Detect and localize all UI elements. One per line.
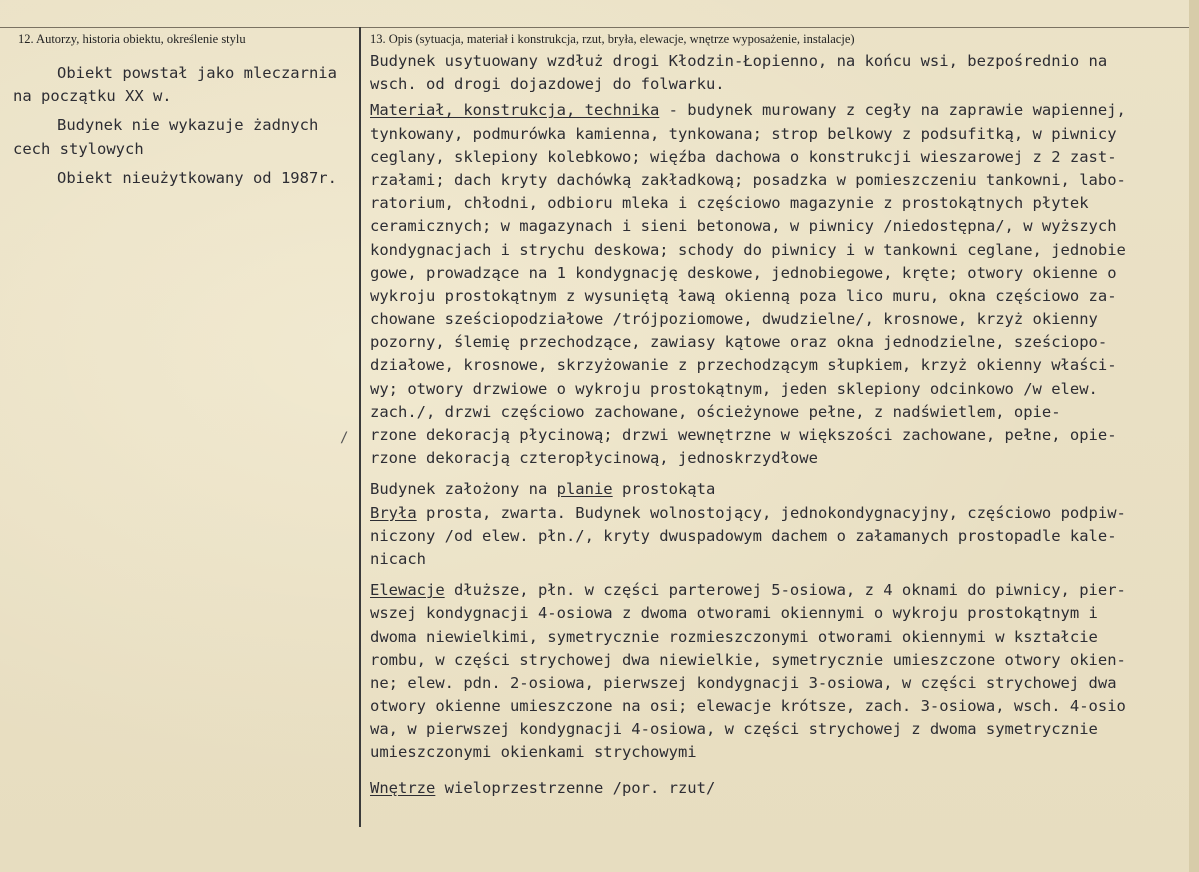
plan-text-pre: Budynek założony na <box>370 480 557 499</box>
description-line: chowane sześciopodziałowe /trójpoziomowe, dwudzielne/, krosnowe, krzyż okienny <box>370 310 1098 329</box>
description-line: dwoma niewielkimi, symetrycznie rozmieszczonymi otworami okiennymi w kształcie <box>370 627 1098 646</box>
interior-line <box>370 777 1126 800</box>
materials-text: - budynek murowany z cegły na zaprawie wapiennej, <box>659 101 1126 120</box>
massing-first-line <box>370 502 1126 525</box>
plan-label: planie <box>556 480 613 499</box>
description-line: tynkowany, podmurówka kamienna, tynkowana; strop belkowy z podsufitką, w piwnicy <box>370 124 1117 143</box>
interior-text: wieloprzestrzenne /por. rzut/ <box>435 778 716 797</box>
description-line: rzone dekoracją płycinową; drzwi wewnętrzne w większości zachowane, pełne, opie- <box>370 426 1117 444</box>
history-line: Obiekt powstał jako mleczarnia <box>57 64 337 82</box>
materials-label: Materiał, konstrukcja, technika <box>370 101 660 120</box>
elevations-text: dłuższe, płn. w części parterowej 5-osiowa, z 4 oknami do piwnicy, pier- <box>444 581 1126 600</box>
description-line: niczony /od elew. płn./, kryty dwuspadowym dachem o załamanych prostopadle kale- <box>370 526 1117 545</box>
history-line: Obiekt nieużytkowany od 1987r. <box>57 168 337 187</box>
description-line: pozorny, ślemię przechodzące, zawiasy kątowe oraz okna jednodzielne, sześciopo- <box>370 333 1108 352</box>
history-line: cech stylowych <box>13 139 144 158</box>
description-line: zach./, drzwi częściowo zachowane, ościeżynowe pełne, z nadświetlem, opie- <box>370 402 1061 421</box>
materials-first-line <box>370 99 1126 122</box>
plan-text-post: prostokąta <box>612 480 716 499</box>
description-line: wa, w pierwszej kondygnacji 4-osiowa, w części strychowej z dwoma symetrycznie <box>370 720 1098 739</box>
top-rule <box>0 27 1199 28</box>
section-13-header: 13. Opis (sytuacja, materiał i konstrukcja, rzut, bryła, elewacje, wnętrze wyposażenie, instalacje) <box>370 32 855 46</box>
description-line: umieszczonymi okienkami strychowymi <box>370 743 697 762</box>
description-line: otwory okienne umieszczone na osi; elewacje krótsze, zach. 3-osiowa, wsch. 4-osio <box>370 697 1126 716</box>
plan-line <box>370 478 1126 501</box>
description-line: rombu, w części strychowej dwa niewielkie, symetrycznie umieszczone otwory okien- <box>370 650 1126 669</box>
ink-mark: / <box>340 430 349 446</box>
description-line: wsch. od drogi dojazdowej do folwarku. <box>370 75 725 94</box>
description-line: ceglany, sklepiony kolebkowo; więźba dachowa o konstrukcji wieszarowej z 2 zast- <box>370 147 1117 166</box>
elevations-first-line <box>370 579 1126 602</box>
column-divider <box>359 27 361 827</box>
section-12-header: 12. Autorzy, historia obiektu, określenie stylu <box>18 32 246 46</box>
history-column <box>13 62 337 190</box>
description-line: rzałami; dach kryty dachówką zakładkową; posadzka w pomieszczeniu tankowni, labo- <box>370 170 1126 189</box>
description-line: wykroju prostokątnym z wysuniętą ławą okienną poza lico muru, okna częściowo za- <box>370 286 1117 305</box>
description-line: ceramicznych; w magazynach i sieni betonowa, w piwnicy /niedostępna/, w wyższych <box>370 217 1117 236</box>
massing-label: Bryła <box>370 503 417 522</box>
description-line: gowe, prowadzące na 1 kondygnację deskowe, jednobiegowe, kręte; otwory okienne o <box>370 263 1117 282</box>
elevations-label: Elewacje <box>370 581 445 600</box>
description-line: kondygnacjach i strychu deskowa; schody do piwnicy i w tankowni ceglane, jednobie <box>370 240 1126 259</box>
massing-text: prosta, zwarta. Budynek wolnostojący, jednokondygnacyjny, częściowo podpiw- <box>416 503 1126 522</box>
description-column <box>370 50 1126 800</box>
description-line: Budynek usytuowany wzdłuż drogi Kłodzin-Łopienno, na końcu wsi, bezpośrednio na <box>370 52 1108 70</box>
description-line: rzone dekoracją czteropłycinową, jednoskrzydłowe <box>370 449 818 468</box>
description-line: działowe, krosnowe, skrzyżowanie z przechodzącym słupkiem, krzyż okienny właści- <box>370 356 1117 375</box>
description-line: wszej kondygnacji 4-osiowa z dwoma otworami okiennymi o wykroju prostokątnym i <box>370 604 1098 623</box>
description-line: nicach <box>370 549 426 568</box>
page-edge <box>1189 0 1199 872</box>
interior-label: Wnętrze <box>370 778 436 797</box>
description-line: ratorium, chłodni, odbioru mleka i częściowo magazynie z prostokątnych płytek <box>370 194 1089 213</box>
history-line: na początku XX w. <box>13 87 172 106</box>
description-line: ne; elew. pdn. 2-osiowa, pierwszej kondygnacji 3-osiowa, w części strychowej dwa <box>370 673 1117 692</box>
description-line: wy; otwory drzwiowe o wykroju prostokątnym, jeden sklepiony odcinkowo /w elew. <box>370 379 1098 398</box>
history-line: Budynek nie wykazuje żadnych <box>57 116 319 135</box>
